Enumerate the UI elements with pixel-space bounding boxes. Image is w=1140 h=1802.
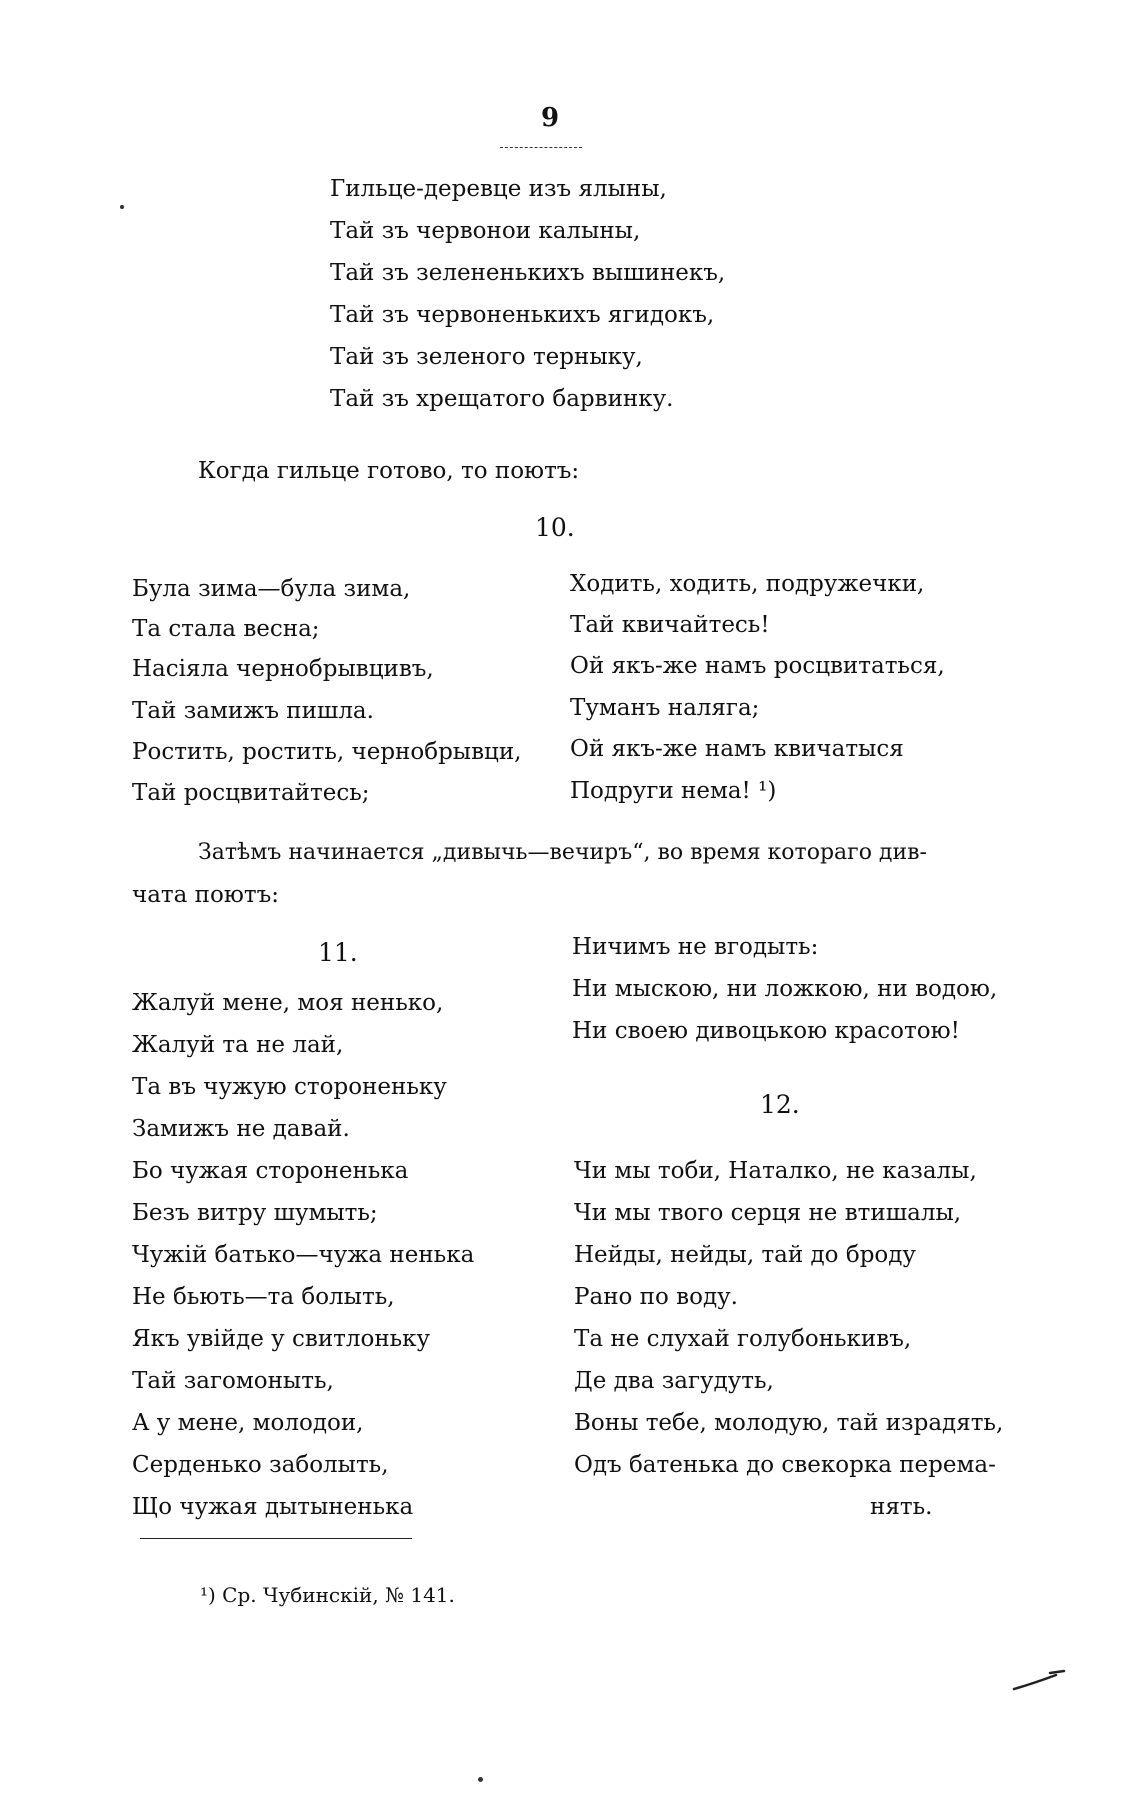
song-11-left-line: Чужій батько—чужа ненька [132,1242,475,1268]
song-12-line: Рано по воду. [574,1284,738,1310]
song-11-left-line: А у мене, молодои, [132,1410,364,1436]
intro-song-11-line: чата поютъ: [132,882,279,908]
song-10-left-line: Тай росцвитайтесь; [132,780,370,806]
song-11-number: 11. [318,938,358,967]
song-10-left-line: Тай замижъ пишла. [132,698,374,724]
song-12-line: Воны тебе, молодую, тай израдять, [574,1410,1004,1436]
page-number: 9 [540,103,560,133]
song-11-left-line: Якъ увійде у свитлоньку [132,1326,431,1352]
song-11-left-line: Тай загомоныть, [132,1368,334,1394]
song-11-right-line: Ни мыскою, ни ложкою, ни водою, [572,976,998,1002]
song-12-line: нять. [870,1494,933,1520]
poem-9-line: Тай зъ червоненькихъ ягидокъ, [330,302,715,328]
song-11-left-line: Замижъ не давай. [132,1116,350,1142]
song-10-right-line: Туманъ наляга; [570,695,760,721]
song-10-right-line: Ой якъ-же намъ росцвитаться, [570,653,945,679]
song-10-left-line: Була зима—була зима, [132,576,411,602]
poem-9-line: Тай зъ хрещатого барвинку. [330,386,674,412]
song-11-left-line: Безъ витру шумыть; [132,1200,378,1226]
song-12-line: Чи мы твого серця не втишалы, [574,1200,962,1226]
song-11-left-line: Жалуй мене, моя ненько, [132,990,444,1016]
poem-9-line: Гильце-деревце изъ ялыны, [330,176,667,202]
song-10-left-line: Та стала весна; [132,616,320,642]
song-10-left-line: Насіяла чернобрывцивъ, [132,656,434,682]
song-11-right-line: Ничимъ не вгодыть: [572,934,819,960]
intro-song-10: Когда гильце готово, то поютъ: [198,458,580,484]
song-12-line: Де два загудуть, [574,1368,774,1394]
intro-song-11-line: Затѣмъ начинается „дивычь—вечиръ“, во время котораго див- [198,840,927,865]
poem-9-line: Тай зъ червонои калыны, [330,218,641,244]
song-11-left-line: Не бьють—та болыть, [132,1284,395,1310]
song-12-line: Чи мы тоби, Наталко, не казалы, [574,1158,977,1184]
song-12-line: Та не слухай голубонькивъ, [574,1326,912,1352]
song-10-right-line: Тай квичайтесь! [570,612,770,638]
page-number-rule [500,147,582,148]
poem-9-line: Тай зъ зелененькихъ вышинекъ, [330,260,726,286]
song-10-right-line: Подруги нема! ¹) [570,778,777,804]
pencil-mark [1010,1665,1070,1700]
song-10-left-line: Ростить, ростить, чернобрывци, [132,739,522,765]
song-12-line: Нейды, нейды, тай до броду [574,1242,916,1268]
song-12-number: 12. [760,1090,800,1119]
song-11-left-line: Бо чужая стороненька [132,1158,409,1184]
song-11-left-line: Жалуй та не лай, [132,1032,344,1058]
scan-speck [478,1777,483,1782]
song-10-right-line: Ходить, ходить, подружечки, [570,571,925,597]
footnote: ¹) Ср. Чубинскій, № 141. [200,1583,455,1607]
song-11-left-line: Та въ чужую стороненьку [132,1074,447,1100]
song-11-right-line: Ни своею дивоцькою красотою! [572,1018,960,1044]
scan-speck [120,205,124,209]
footnote-rule [140,1538,412,1539]
song-10-right-line: Ой якъ-же намъ квичатыся [570,736,904,762]
song-11-left-line: Що чужая дытыненька [132,1494,414,1520]
song-11-left-line: Серденько заболыть, [132,1452,389,1478]
song-10-number: 10. [535,513,575,542]
song-12-line: Одъ батенька до свекорка перема- [574,1452,996,1478]
poem-9-line: Тай зъ зеленого терныку, [330,344,643,370]
